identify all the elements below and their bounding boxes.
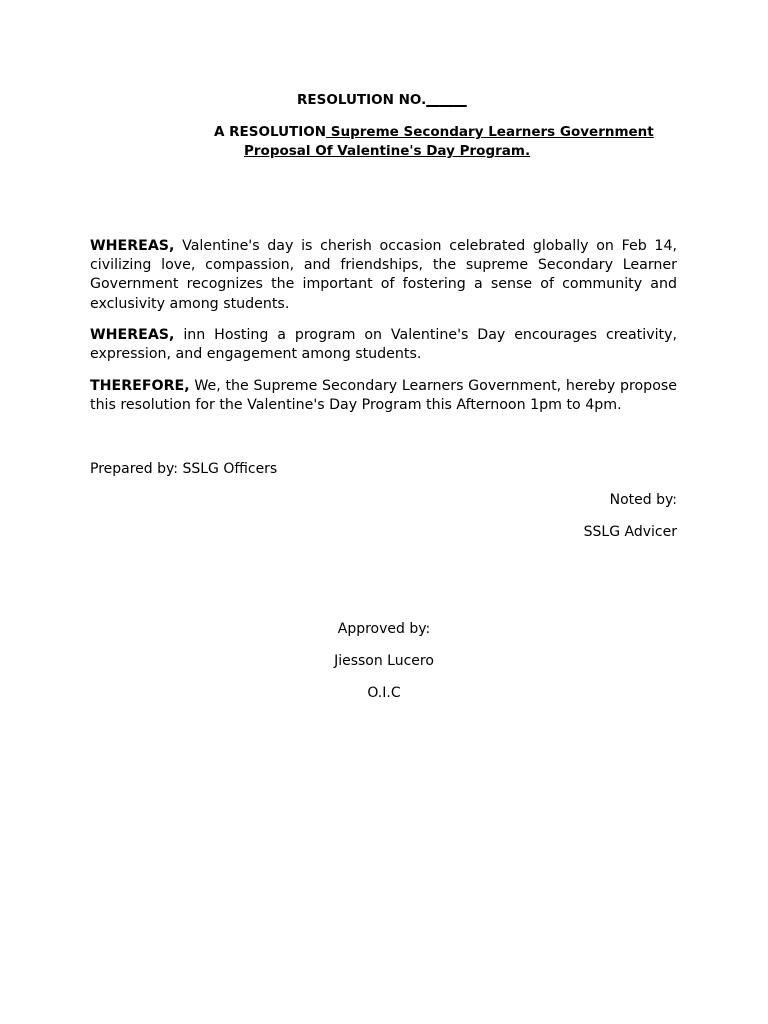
paragraph-lead: THEREFORE,: [90, 378, 190, 394]
noted-by-label: Noted by:: [609, 492, 677, 508]
resolution-number-blank: ______: [426, 92, 467, 108]
resolution-title-line-1: [214, 124, 654, 140]
approved-by-label: Approved by:: [337, 621, 431, 637]
resolution-number-heading: [297, 92, 467, 108]
paragraph-text: inn Hosting a program on Valentine's Day encourages creativity, expression, and engagement among students.: [90, 327, 677, 363]
paragraph-text: We, the Supreme Secondary Learners Government, hereby propose this resolution for the Valentine's Day Program this Afternoon 1pm to 4pm.: [90, 378, 677, 414]
resolution-number-label: RESOLUTION NO.: [297, 92, 427, 108]
resolution-prefix: A RESOLUTION: [214, 124, 327, 140]
whereas-paragraph-2: [90, 326, 677, 364]
approved-by-position: O.I.C: [367, 685, 401, 701]
resolution-title-line-2: Proposal Of Valentine's Day Program.: [244, 143, 531, 159]
paragraph-lead: WHEREAS,: [90, 238, 175, 254]
therefore-paragraph: [90, 377, 677, 415]
noted-by-name: SSLG Advicer: [583, 524, 677, 540]
paragraph-text: Valentine's day is cherish occasion celebrated globally on Feb 14, civilizing love, compassion, and friendships, the supreme Secondary Learner Government recognizes the important of fostering a sense of community and exclusivity among students.: [90, 238, 677, 312]
resolution-title-part-1: Supreme Secondary Learners Government: [326, 124, 654, 140]
prepared-by: Prepared by: SSLG Officers: [90, 461, 278, 477]
approved-by-name: Jiesson Lucero: [334, 653, 434, 669]
paragraph-lead: WHEREAS,: [90, 327, 175, 343]
whereas-paragraph-1: [90, 237, 677, 314]
